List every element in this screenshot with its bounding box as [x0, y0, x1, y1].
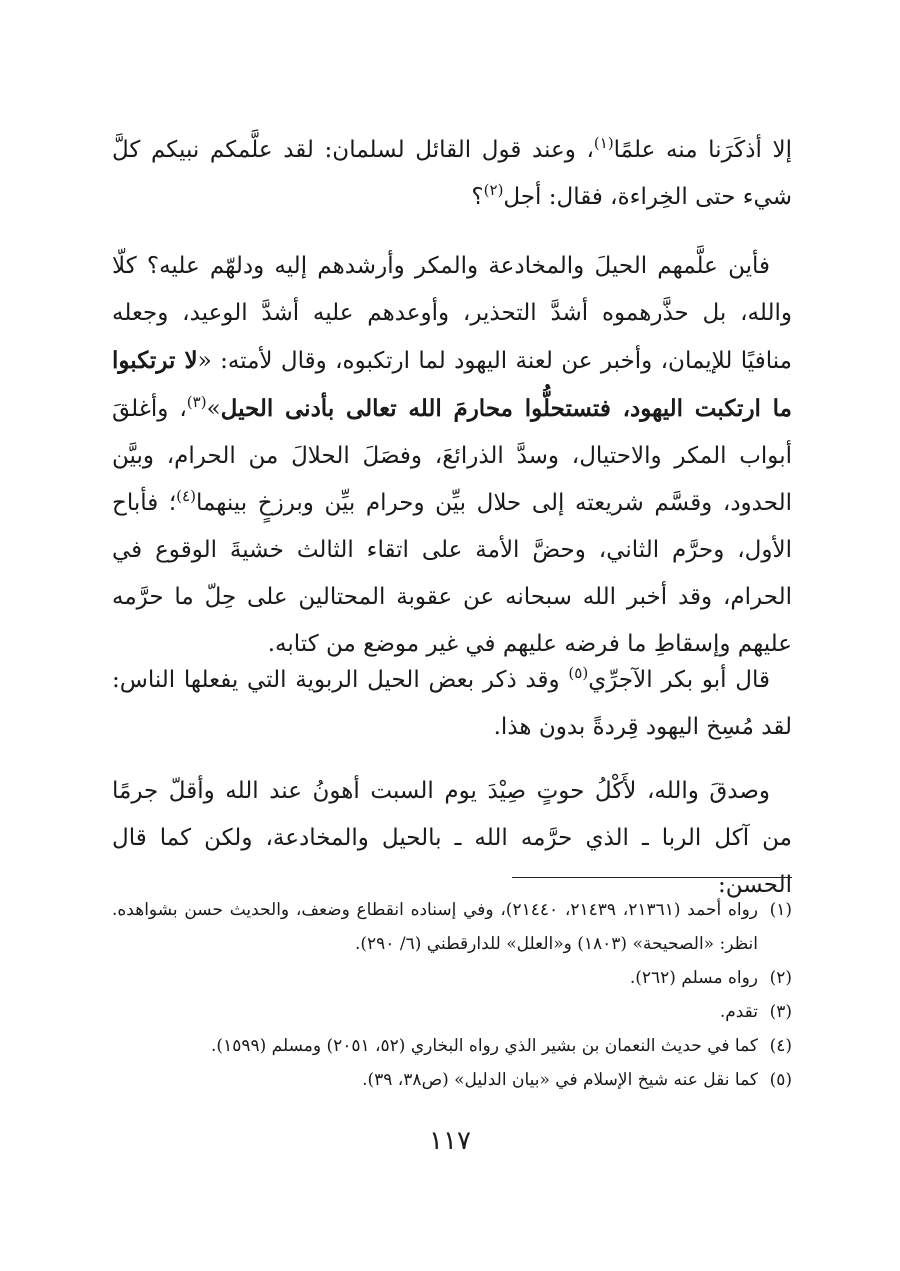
body-paragraph-3	[112, 657, 792, 751]
footnote-text: رواه أحمد (٢١٣٦١، ٢١٤٣٩، ٢١٤٤٠)، وفي إسناده انقطاع وضعف، والحديث حسن بشواهده. انظر: «الصحيحة» (١٨٠٣) و«العلل» للدارقطني (٦/ ٢٩٠).	[112, 900, 759, 954]
footnotes-section	[112, 893, 792, 1097]
footnote-ref-5[interactable]: (٥)	[568, 664, 589, 682]
body-paragraph-1	[112, 127, 792, 221]
body-paragraph-2	[112, 243, 792, 668]
text-run: قال أبو بكر الآجرِّي	[588, 667, 771, 693]
paragraph-text: وصدقَ والله، لأَكْلُ حوتٍ صِيْدَ يوم السبت أهونُ عند الله وأقلّ جرمًا من آكل الربا ـ الذي حرَّمه الله ـ بالحيل والمخادعة، ولكن كما قال الحسن:	[112, 778, 792, 898]
footnote-item	[112, 1063, 792, 1097]
footnote-number: (١)	[769, 900, 792, 920]
footnote-ref-2[interactable]: (٢)	[483, 181, 504, 199]
footnote-item	[112, 961, 792, 995]
footnote-item	[112, 1029, 792, 1063]
text-run: إلا أذكَرَنا منه علمًا	[613, 137, 792, 163]
footnote-text: رواه مسلم (٢٦٢).	[629, 968, 758, 988]
body-paragraph-4	[112, 768, 792, 909]
footnote-number: (٢)	[769, 968, 792, 988]
footnote-text: كما نقل عنه شيخ الإسلام في «بيان الدليل» (ص٣٨، ٣٩).	[362, 1070, 758, 1090]
footnote-text: كما في حديث النعمان بن بشير الذي رواه البخاري (٥٢، ٢٠٥١) ومسلم (١٥٩٩).	[211, 1036, 758, 1056]
footnote-ref-4[interactable]: (٤)	[176, 487, 196, 505]
text-run: وقد ذكر بعض الحيل الربوية التي يفعلها الناس: لقد مُسِخ اليهود قِردةً بدون هذا.	[112, 667, 792, 740]
text-run: ، وأغلقَ أبواب المكر والاحتيال، وسدَّ الذرائعَ، وفصَلَ الحلالَ من الحرام، وبيَّن الحدود، وقسَّم شريعته إلى حلال بيِّن وحرام بيِّن وبرزخٍ بينهما	[112, 396, 792, 516]
footnote-number: (٤)	[769, 1036, 792, 1056]
text-run: فأين علَّمهم الحيلَ والمخادعة والمكر وأرشدهم إليه ودلهّم عليه؟ كلّا والله، بل حذَّرهموه أشدَّ التحذير، وأوعدهم عليه أشدَّ الوعيد، وجعله منافيًا للإيمان، وأخبر عن لعنة اليهود لما ارتكبوه، وقال لأمته: «	[112, 253, 792, 374]
footnote-ref-3[interactable]: (٣)	[186, 393, 207, 411]
footnote-ref-1[interactable]: (١)	[593, 134, 614, 152]
text-run: ؟	[471, 184, 484, 210]
text-run: ، وعند قول القائل لسلمان: لقد علَّمكم نبيكم كلَّ شيء حتى الخِراءة، فقال: أجل	[112, 137, 792, 210]
footnote-item	[112, 995, 792, 1029]
footnote-item	[112, 893, 792, 961]
page-number: ١١٧	[429, 1126, 471, 1156]
footnote-separator	[512, 877, 792, 878]
paragraph-text	[112, 127, 792, 221]
hadith-quote: لا ترتكبوا ما ارتكبت اليهود، فتستحلُّوا محارمَ الله تعالى بأدنى الحيل	[112, 347, 793, 422]
paragraph-text	[112, 657, 792, 751]
footnote-number: (٥)	[769, 1070, 792, 1090]
text-run: ؛ فأباح الأول، وحرَّم الثاني، وحضَّ الأمة على اتقاء الثالث خشيةَ الوقوع في الحرام، وقد أخبر الله سبحانه عن عقوبة المحتالين على حِلّ ما حرَّمه عليهم وإسقاطِ ما فرضه عليهم في غير موضع من كتابه.	[112, 490, 792, 657]
text-run: »	[206, 396, 221, 422]
paragraph-text	[112, 243, 792, 668]
footnote-number: (٣)	[769, 1002, 792, 1022]
footnote-text: تقدم.	[719, 1002, 758, 1022]
